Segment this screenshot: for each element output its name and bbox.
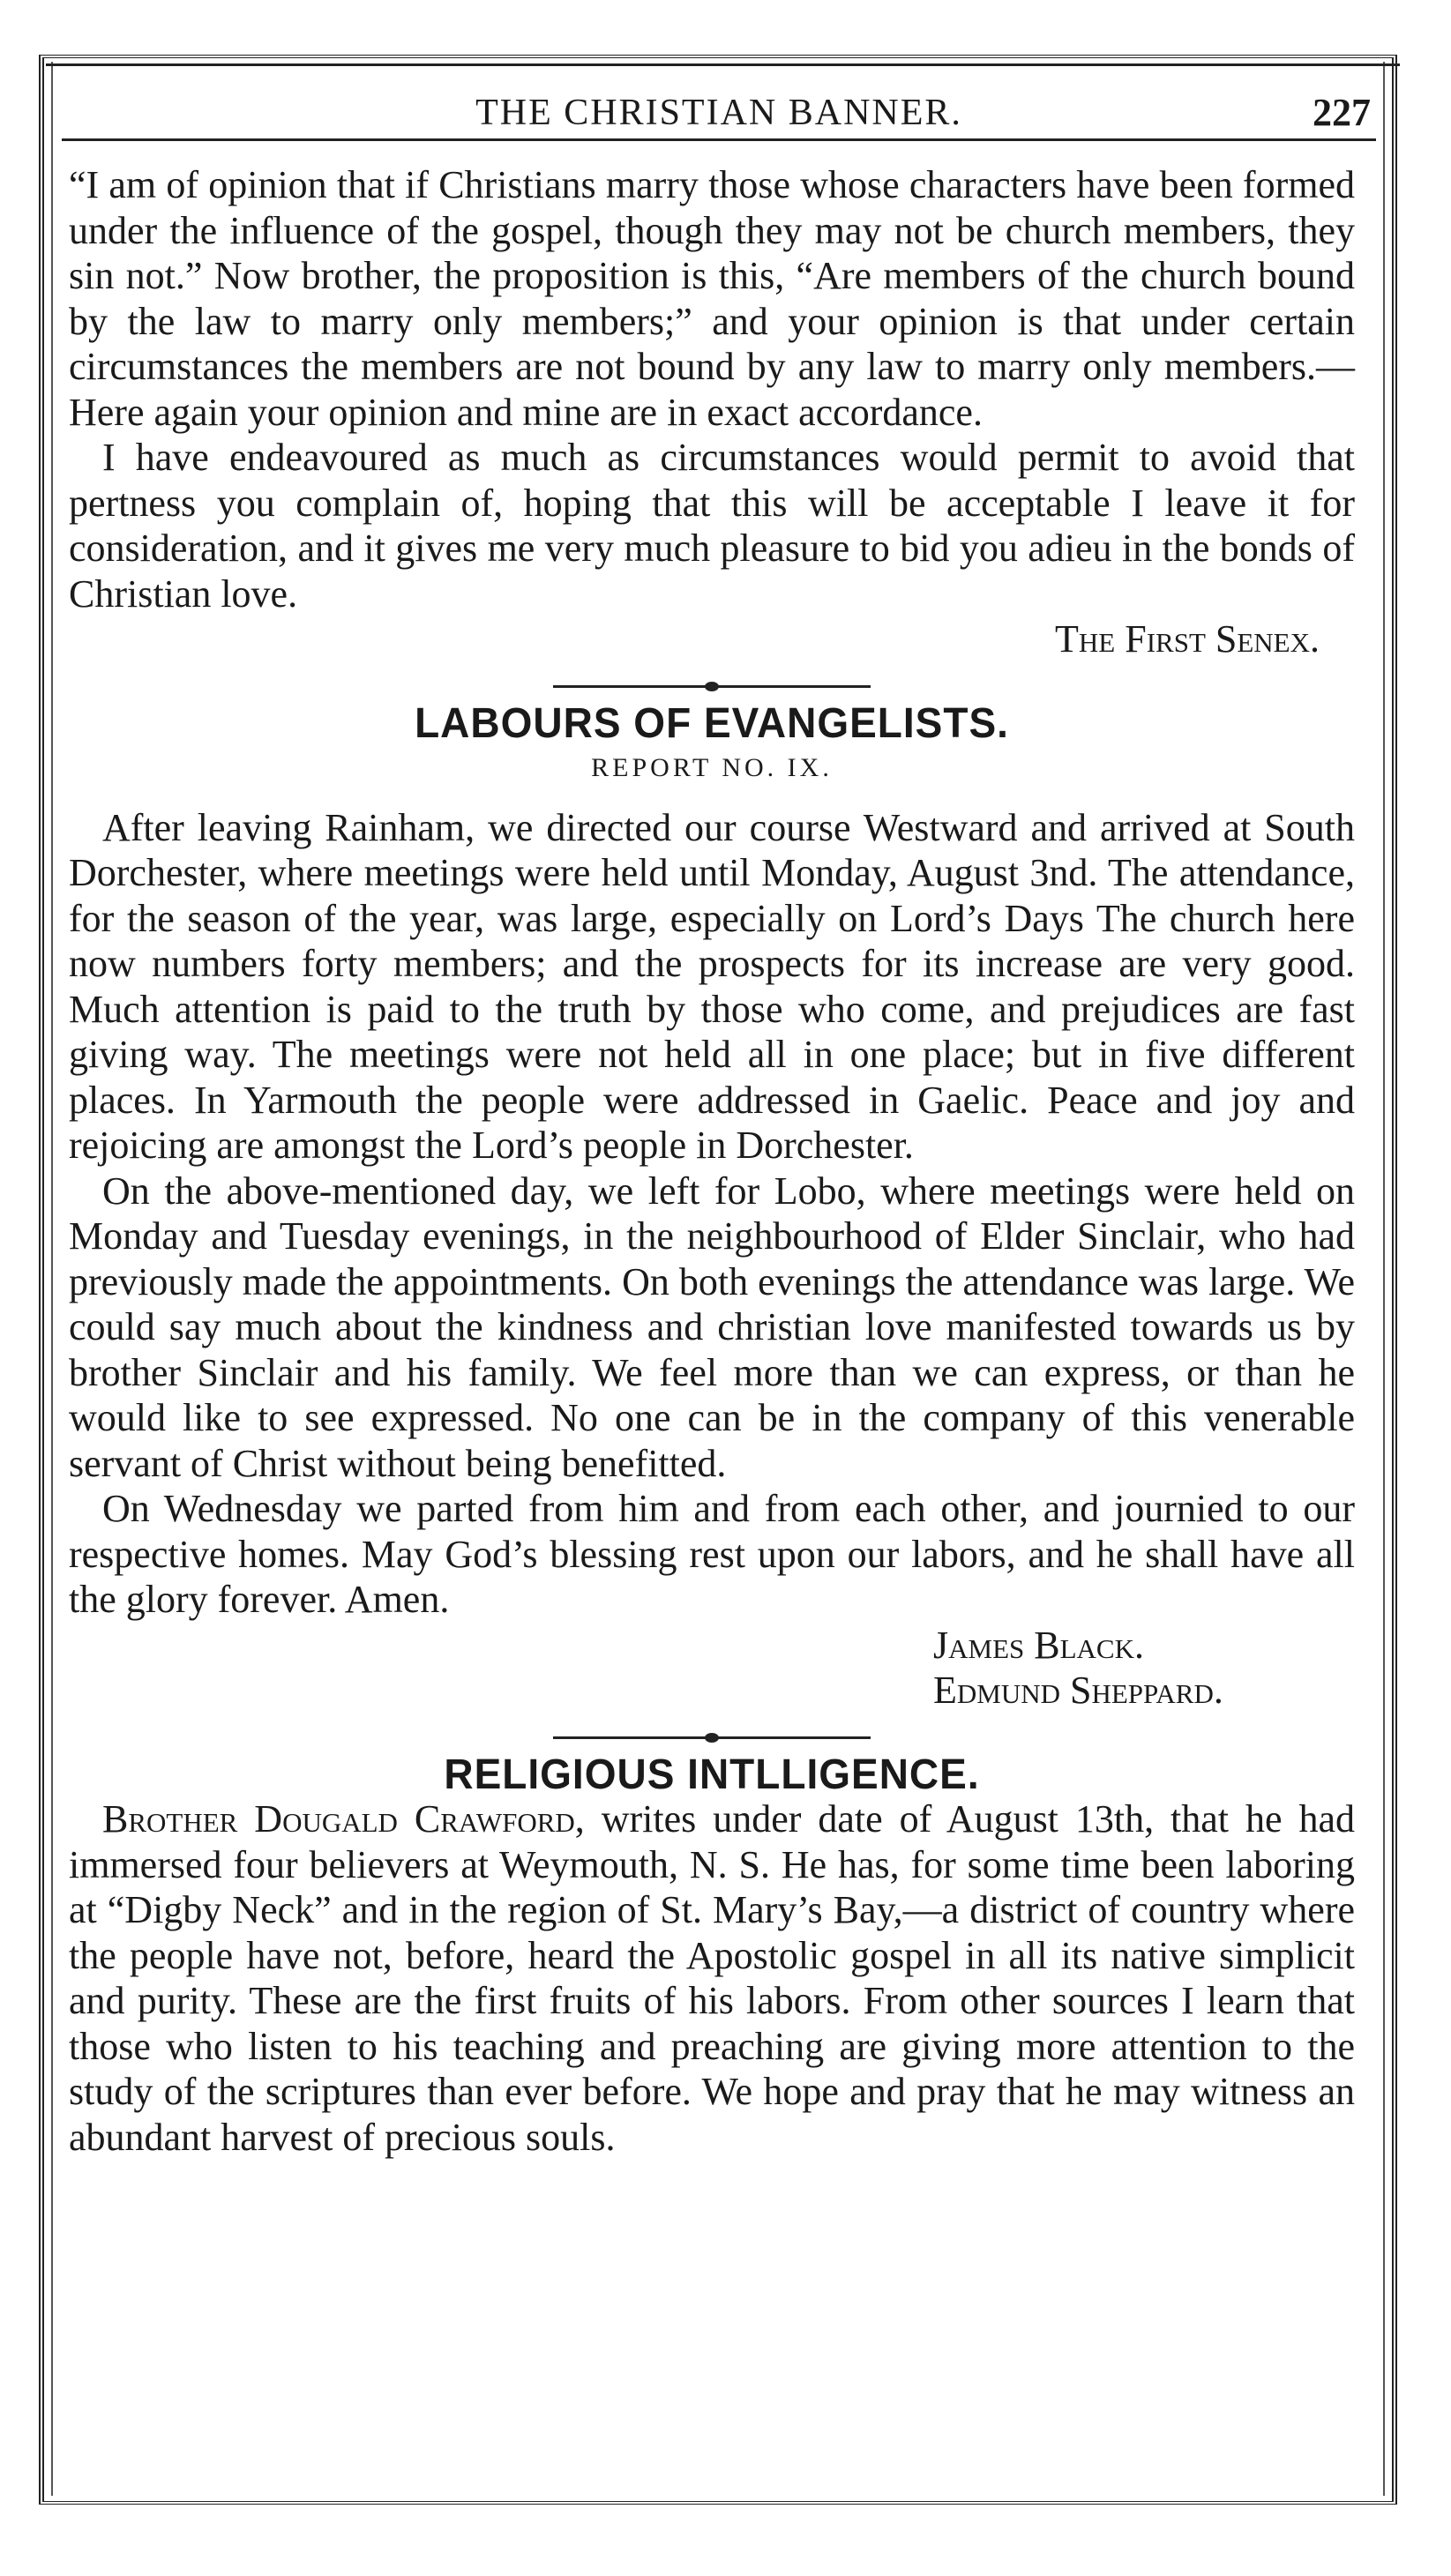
paragraph: On Wednesday we parted from him and from each other, and journied to our respective homes. May God’s blessing rest upon our labors, and he shall have all the glory forever. Amen. — [69, 1487, 1355, 1621]
publication-title: THE CHRISTIAN BANNER. — [475, 93, 962, 133]
section-heading: LABOURS OF EVANGELISTS. — [415, 698, 1009, 746]
letter-signature: The First Senex. — [1055, 617, 1320, 661]
page-header — [62, 88, 1376, 141]
report-signatures — [933, 1623, 1355, 1714]
top-rule — [46, 63, 1400, 66]
divider-ornament — [705, 1733, 719, 1743]
paragraph: After leaving Rainham, we directed our course Westward and arrived at South Dorchester, where meetings were held until Monday, August 3nd. The attendance, for the season of the year, was large, especially on Lord’s Days The church here now numbers forty members; and the prospects for its increase are very good. Much attention is paid to the truth by those who come, and prejudices are fast giving way. The meetings were not held all in one place; but in five different places. In Yarmouth the people were addressed in Gaelic. Peace and joy and rejoicing are amongst the Lord’s people in Dorchester. — [69, 805, 1355, 1167]
religious-intelligence — [69, 1751, 1355, 2161]
paragraph — [69, 1796, 1355, 2160]
letter-continuation — [69, 162, 1355, 662]
divider-ornament — [705, 682, 719, 691]
section-divider — [553, 685, 871, 688]
paragraph: “I am of opinion that if Christians marry those whose characters have been formed under the influence of the gospel, though they may not be church members, they sin not.” Now brother, the proposition is this, “Are members of the church bound by the law to marry only members;” and your opinion is that under certain circumstances the members are not bound by any law to marry only members.—Here again your opinion and mine are in exact accordance. — [69, 163, 1355, 434]
labours-of-evangelists — [69, 700, 1355, 1714]
lead-name: Brother Dougald Crawford, — [102, 1797, 585, 1841]
page-content — [69, 162, 1355, 2160]
signature-name: James Black. — [933, 1623, 1144, 1667]
report-number: REPORT NO. IX. — [591, 753, 833, 782]
section-heading: RELIGIOUS INTLLIGENCE. — [444, 1749, 980, 1797]
signature-name: Edmund Sheppard. — [933, 1669, 1223, 1712]
paragraph: On the above-mentioned day, we left for Lobo, where meetings were held on Monday and Tuesday evenings, in the neighbourhood of Elder Sinclair, who had previously made the appointments. On both evenings the attendance was large. We could say much about the kindness and christian love manifested towards us by brother Sinclair and his family. We feel more than we can express, or than he would like to see expressed. No one can be in the company of this venerable servant of Christ without being benefitted. — [69, 1169, 1355, 1485]
page-number: 227 — [1313, 91, 1371, 134]
section-divider — [553, 1736, 871, 1739]
paragraph: I have endeavoured as much as circumstances would permit to avoid that pertness you complain of, hoping that this will be acceptable I leave it for consideration, and it gives me very much pleasure to bid you adieu in the bonds of Christian love. — [69, 436, 1355, 616]
paragraph-body: writes under date of August 13th, that he had immersed four believers at Weymouth, N. S. He has, for some time been laboring at “Digby Neck” and in the region of St. Mary’s Bay,—a district of country where the people have not, before, heard the Apostolic gospel in all its native simplicit and purity. These are the first fruits of his labors. From other sources I learn that those who listen to his teaching and preaching are giving more attention to the study of the scriptures than ever before. We hope and pray that he may witness an abundant harvest of precious souls. — [69, 1797, 1355, 2159]
